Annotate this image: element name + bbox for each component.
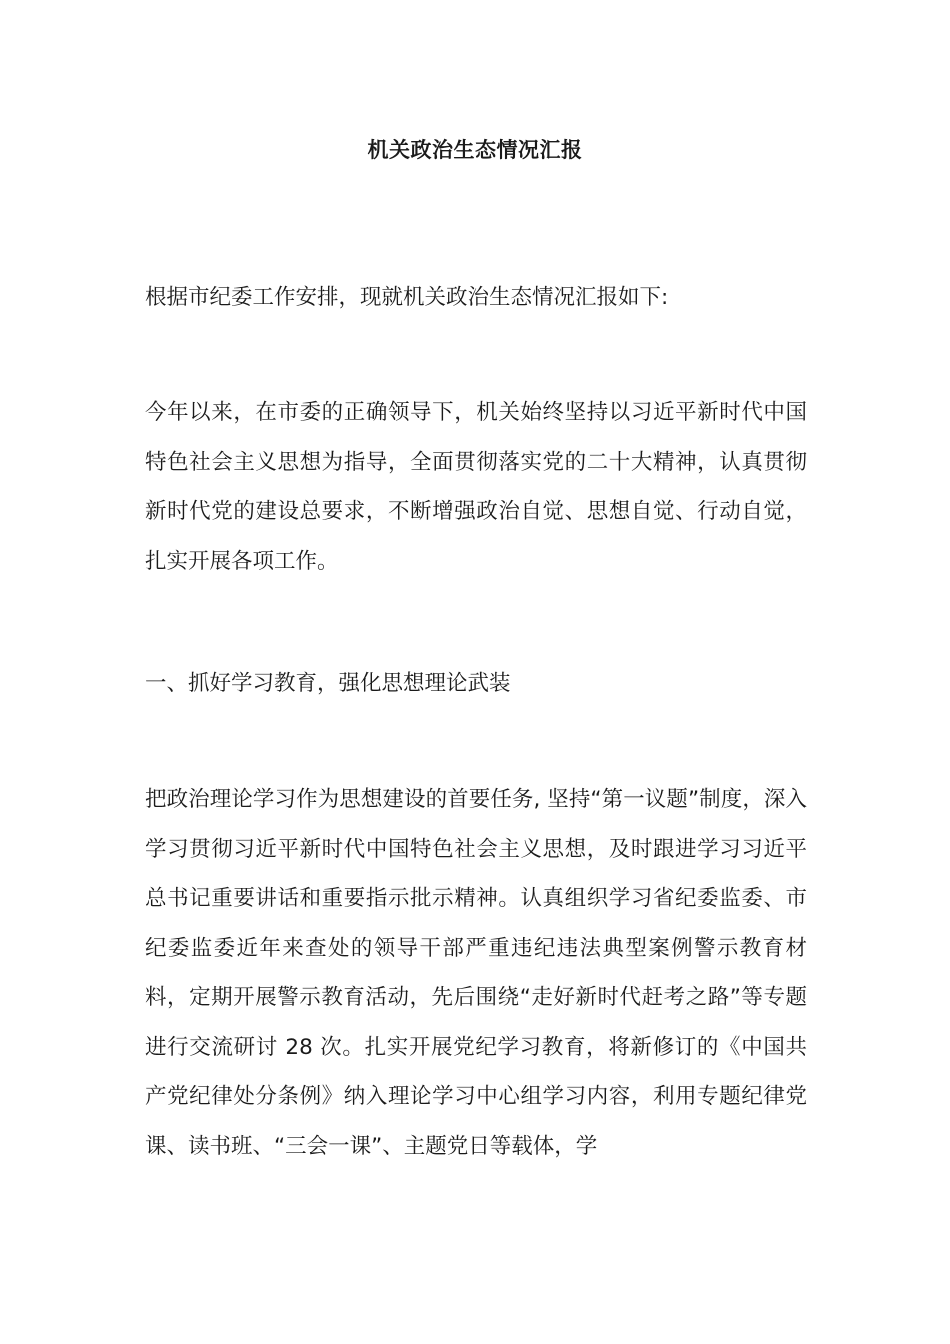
- section-heading-1: 一、抓好学习教育，强化思想理论武装: [145, 671, 511, 696]
- intro-paragraph: 根据市纪委工作安排，现就机关政治生态情况汇报如下:: [145, 285, 669, 310]
- body-paragraph-2: 把政治理论学习作为思想建设的首要任务, 坚持“第一议题”制度，深入学习贯彻习近平新时代中国特色社会主义思想，及时跟进学习习近平总书记重要讲话和重要指示批示精神。认真组织学习省纪委监委、市纪委监委近年来查处的领导干部严重违纪违法典型案例警示教育材料，定期开展警示教育活动，先后围绕“走好新时代赶考之路”等专题进行交流研讨 28 次。扎实开展党纪学习教育，将新修订的《中国共产党纪律处分条例》纳入理论学习中心组学习内容，利用专题纪律党课、读书班、“三会一课”、主题党日等载体，学: [145, 787, 807, 1159]
- body-paragraph-1: 今年以来，在市委的正确领导下，机关始终坚持以习近平新时代中国特色社会主义思想为指导，全面贯彻落实党的二十大精神，认真贯彻新时代党的建设总要求，不断增强政治自觉、思想自觉、行动自觉，扎实开展各项工作。: [145, 400, 807, 574]
- document-title: 机关政治生态情况汇报: [367, 138, 583, 162]
